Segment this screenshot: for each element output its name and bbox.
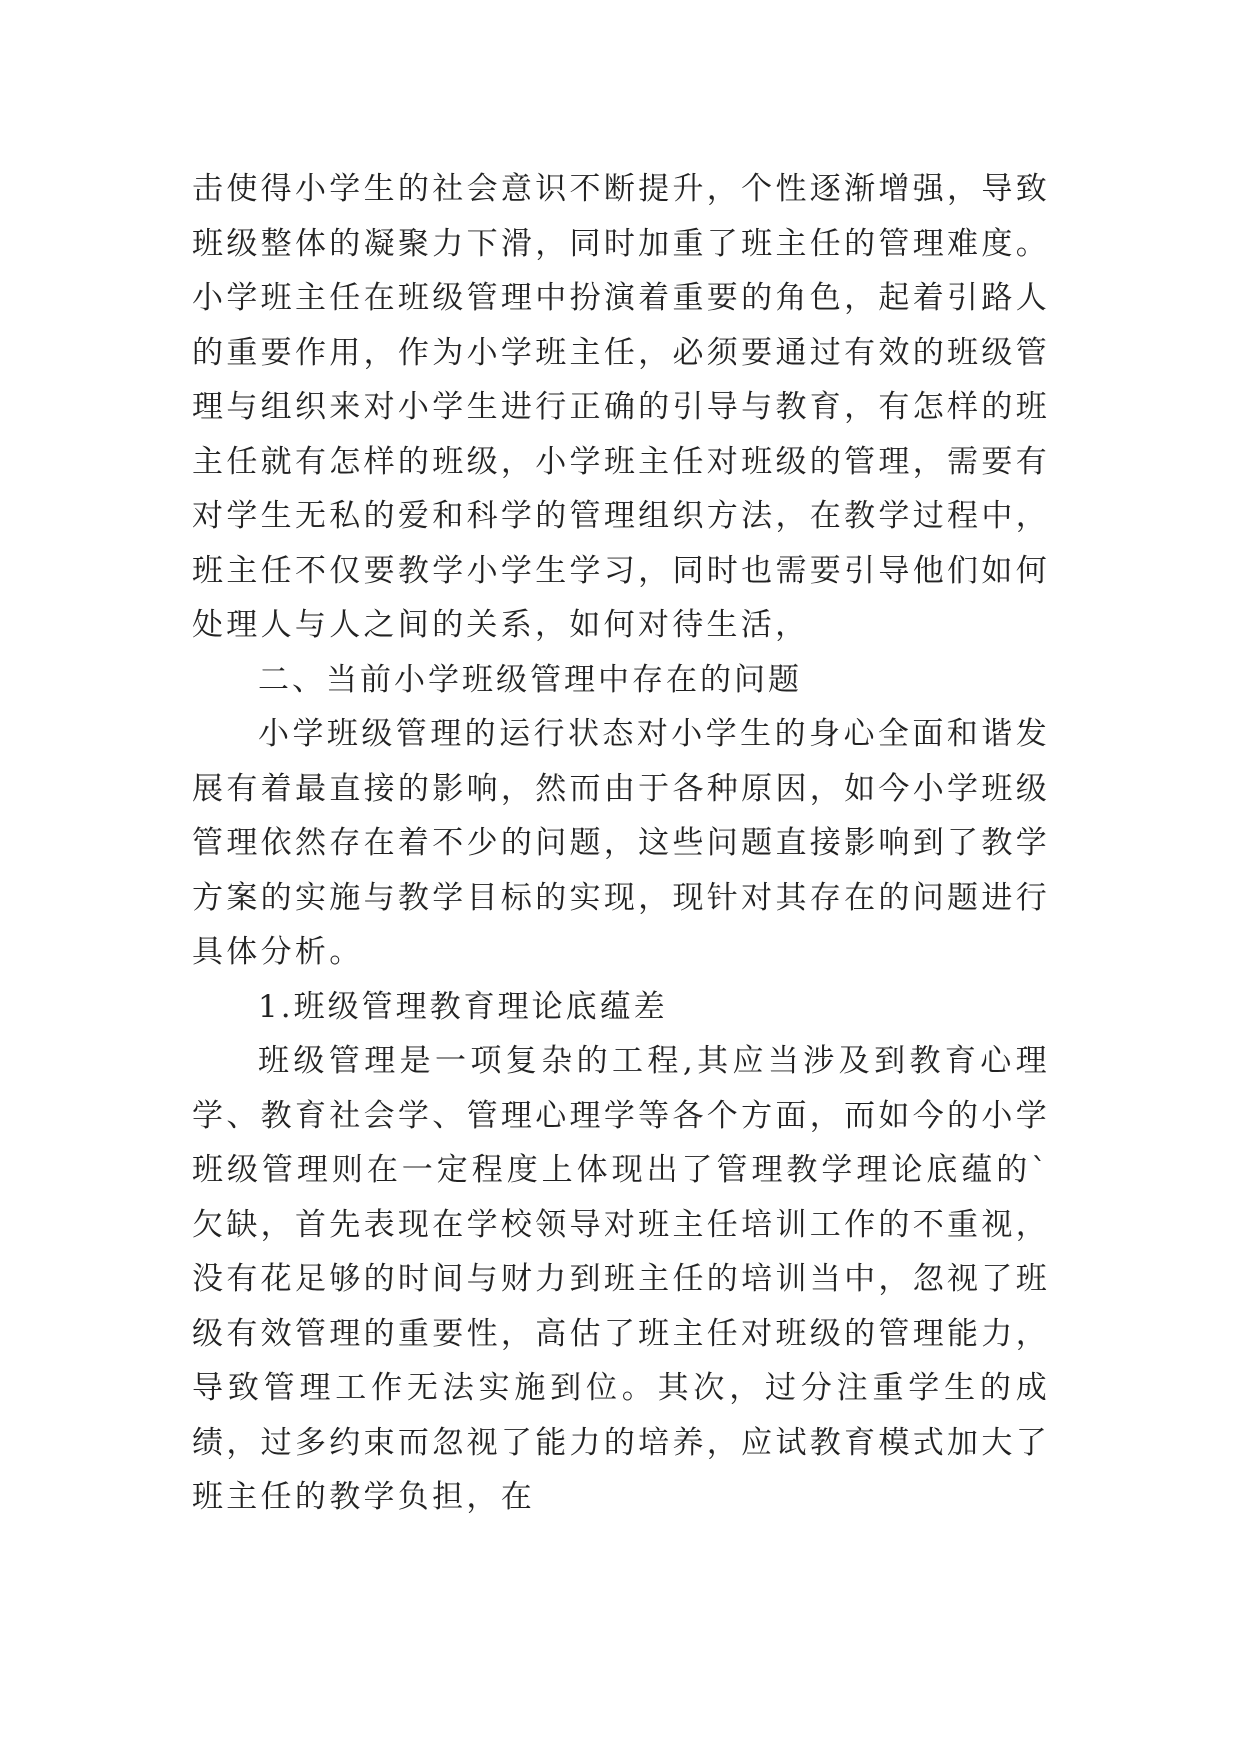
- subsection-heading-theory-foundation: 1.班级管理教育理论底蕴差: [258, 988, 668, 1025]
- paragraph-theory-foundation: 班级管理是一项复杂的工程,其应当涉及到教育心理学、教育社会学、管理心理学等各个方面，而如今的小学班级管理则在一定程度上体现出了管理教学理论底蕴的`欠缺，首先表现在学校领导对班主任培训工作的不重视，没有花足够的时间与财力到班主任的培训当中，忽视了班级有效管理的重要性，高估了班主任对班级的管理能力，导致管理工作无法实施到位。其次，过分注重学生的成绩，过多约束而忽视了能力的培养，应试教育模式加大了班主任的教学负担，在: [192, 1043, 1050, 1515]
- paragraph-class-management-importance: 击使得小学生的社会意识不断提升，个性逐渐增强，导致班级整体的凝聚力下滑，同时加重了班主任的管理难度。小学班主任在班级管理中扮演着重要的角色，起着引路人的重要作用，作为小学班主任，必须要通过有效的班级管理与组织来对小学生进行正确的引导与教育，有怎样的班主任就有怎样的班级，小学班主任对班级的管理，需要有对学生无私的爱和科学的管理组织方法，在教学过程中，班主任不仅要教学小学生学习，同时也需要引导他们如何处理人与人之间的关系，如何对待生活，: [192, 171, 1050, 643]
- section-heading-current-problems: 二、当前小学班级管理中存在的问题: [258, 661, 802, 698]
- document-body: [192, 162, 1050, 1525]
- paragraph-problems-overview: 小学班级管理的运行状态对小学生的身心全面和谐发展有着最直接的影响，然而由于各种原因，如今小学班级管理依然存在着不少的问题，这些问题直接影响到了教学方案的实施与教学目标的实现，现针对其存在的问题进行具体分析。: [192, 716, 1050, 970]
